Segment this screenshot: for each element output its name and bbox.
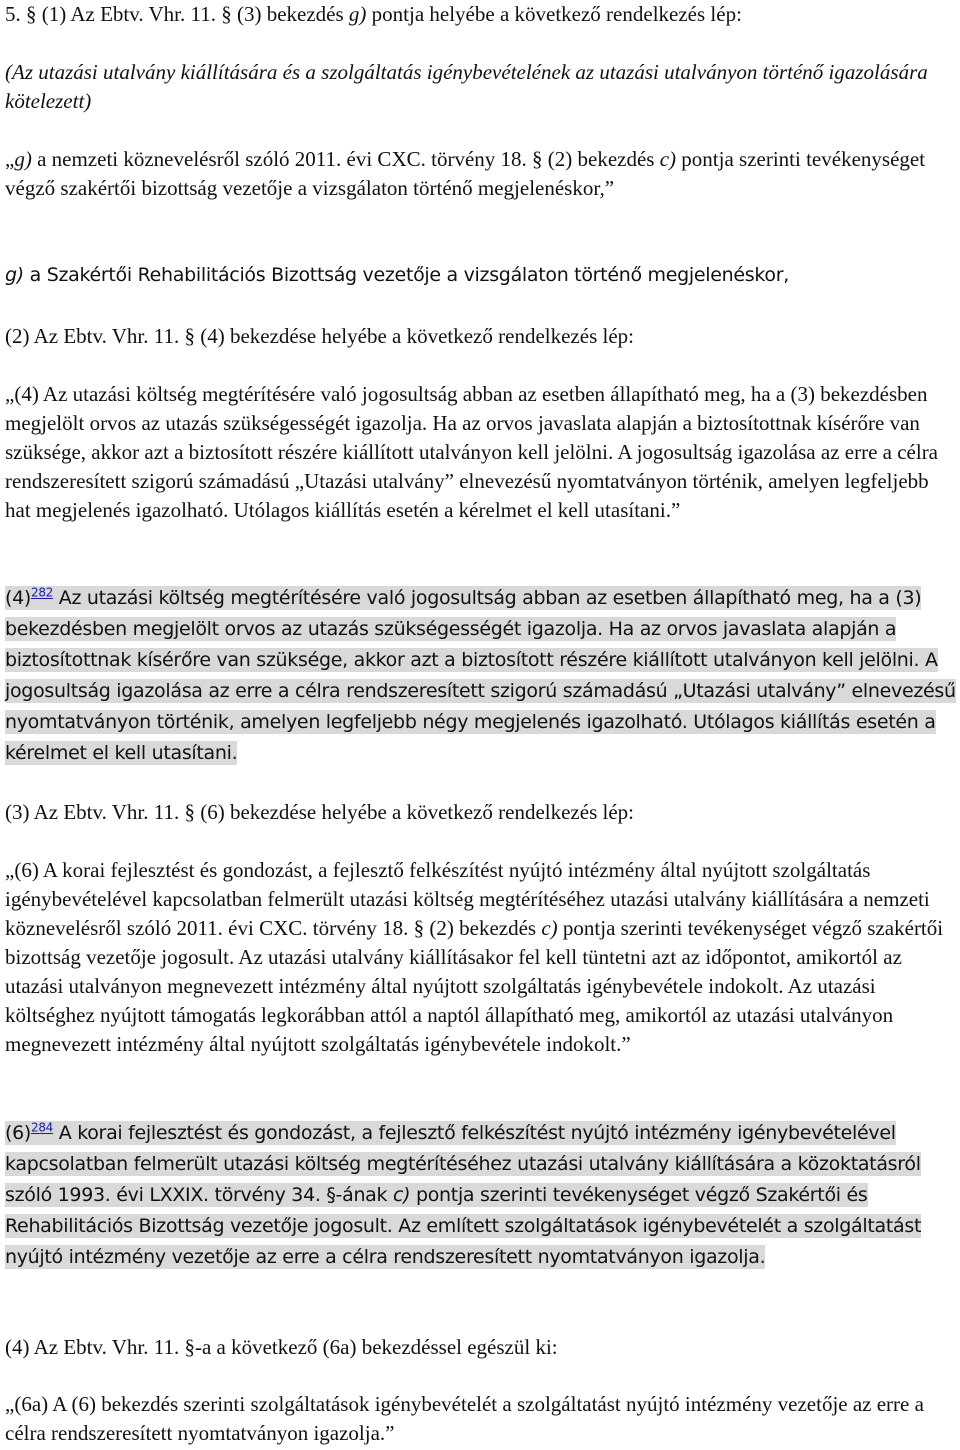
footnote-link-282[interactable]: 282: [31, 585, 54, 600]
new-provision-6: (6)$^{284}$ A korai fejlesztést és gondozást, a fejlesztő felkészítést nyújtó intézmény igénybevételével kapcsolatban felmerült utazási költség megtérítéséhez utazási utalvány kiállítására a közoktatásról szóló 1993. évi LXXIX. törvény 34. §-ának c) pontja szerinti tevékenységet végző Szakértői és Rehabilitációs Bizottság vezetője jogosult. Az említett szolgáltatások igénybevételét a szolgáltatást nyújtó intézmény vezetője az erre a célra rendszeresített nyomtatványon igazolja.: [5, 1120, 922, 1268]
old-provision-g: „g) a nemzeti köznevelésről szóló 2011. évi CXC. törvény 18. § (2) bekezdés c) pontja szerinti tevékenységet végző szakértői bizottság vezetője a vizsgálaton történő megjelenéskor,”: [5, 147, 926, 200]
section-heading-1: 5. § (1) Az Ebtv. Vhr. 11. § (3) bekezdés g) pontja helyébe a következő rendelkezés lép:: [5, 2, 742, 26]
section-heading-3: (3) Az Ebtv. Vhr. 11. § (6) bekezdése helyébe a következő rendelkezés lép:: [5, 800, 634, 824]
section-heading-4: (4) Az Ebtv. Vhr. 11. §-a a következő (6a) bekezdéssel egészül ki:: [5, 1335, 558, 1359]
old-provision-6: „(6) A korai fejlesztést és gondozást, a fejlesztő felkészítést nyújtó intézmény által nyújtott szolgáltatás igénybevételével kapcsolatban felmerült utazási költség megtérítéséhez utazási utalvány kiállítására a nemzeti köznevelésről szóló 2011. évi CXC. törvény 18. § (2) bekezdés c) pontja szerinti tevékenységet végző szakértői bizottság vezetője jogosult. Az utazási utalvány kiállításakor fel kell tüntetni azt az időpontot, amikortól az utazási utalványon megnevezett intézmény által nyújtott szolgáltatás igénybevétele indokolt. Az utazási költséghez nyújtott támogatás legkorábban attól a naptól állapítható meg, amikortól az utazási utalványon megnevezett intézmény által nyújtott szolgáltatás igénybevétele indokolt.”: [5, 858, 944, 1056]
new-provision-g: g) a Szakértői Rehabilitációs Bizottság vezetője a vizsgálaton történő megjelenéskor,: [5, 264, 789, 286]
new-provision-4: (4)$^{282}$ Az utazási költség megtérítésére való jogosultság abban az esetben állapítható meg, ha a (3) bekezdésben megjelölt orvos az utazás szükségességét igazolja. Ha az orvos javaslata alapján a biztosítottnak kísérőre van szüksége, akkor azt a biztosított részére kiállított utalványon kell jelölni. A jogosultság igazolása az erre a célra rendszeresített szigorú számadású „Utazási utalvány” elnevezésű nyomtatványon történik, amelyen legfeljebb négy megjelenés igazolható. Utólagos kiállítás esetén a kérelmet el kell utasítani.: [5, 585, 956, 764]
new-provision-6a: „(6a) A (6) bekezdés szerinti szolgáltatások igénybevételét a szolgáltatást nyújtó intézmény vezetője az erre a célra rendszeresített nyomtatványon igazolja.”: [5, 1392, 924, 1445]
section-heading-2: (2) Az Ebtv. Vhr. 11. § (4) bekezdése helyébe a következő rendelkezés lép:: [5, 324, 634, 348]
italic-context: (Az utazási utalvány kiállítására és a szolgáltatás igénybevételének az utazási utalványon történő igazolására kötelezett): [5, 60, 928, 113]
footnote-link-284[interactable]: 284: [31, 1120, 54, 1135]
old-provision-4: „(4) Az utazási költség megtérítésére való jogosultság abban az esetben állapítható meg, ha a (3) bekezdésben megjelölt orvos az utazás szükségességét igazolja. Ha az orvos javaslata alapján a biztosítottnak kísérőre van szüksége, akkor azt a biztosított részére kiállított utalványon kell jelölni. A jogosultság igazolása az erre a célra rendszeresített szigorú számadású „Utazási utalvány” elnevezésű nyomtatványon történik, amelyen legfeljebb hat megjelenés igazolható. Utólagos kiállítás esetén a kérelmet el kell utasítani.”: [5, 382, 939, 522]
